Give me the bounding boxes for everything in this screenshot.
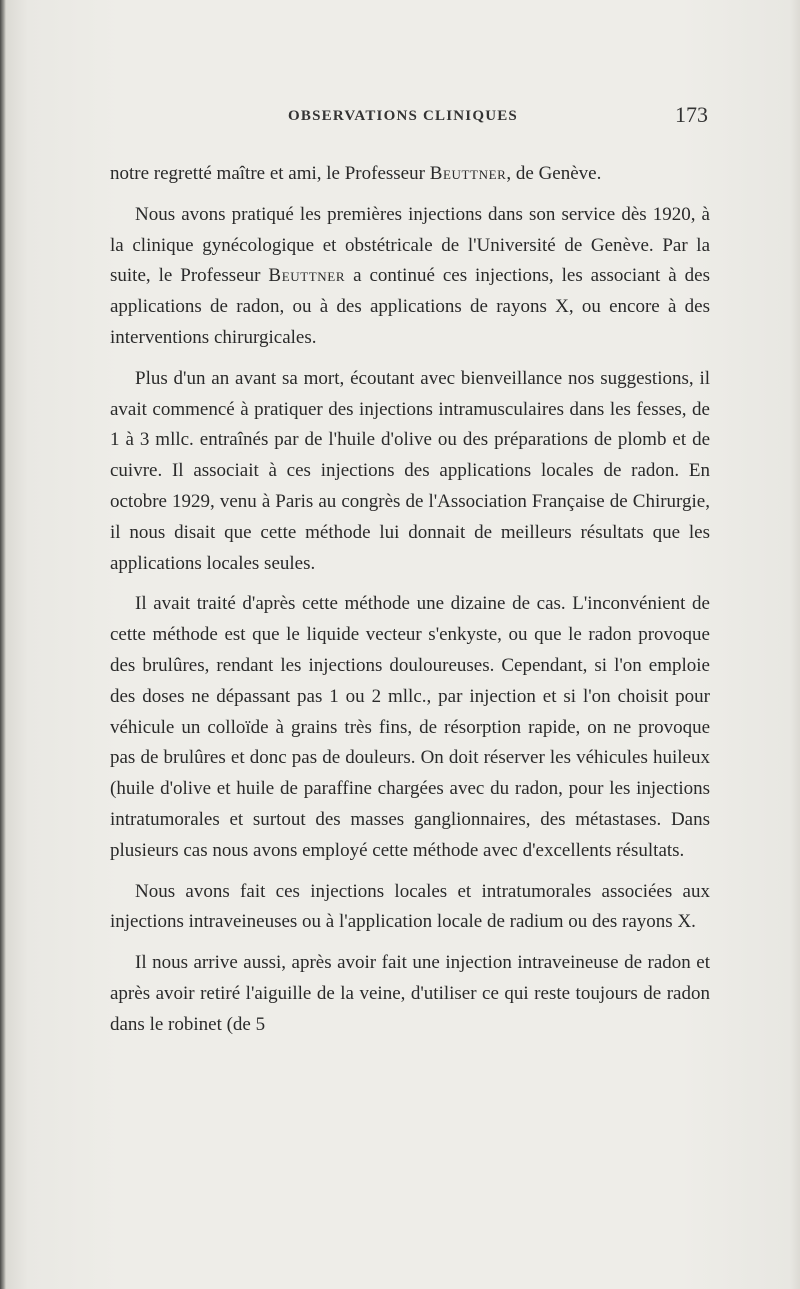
page-number: 173: [675, 102, 708, 127]
author-name: Beuttner: [429, 163, 507, 184]
body-text: [110, 159, 710, 1041]
paragraph-5: Nous avons fait ces injections locales et intratumorales associées aux injections intraveineuses ou à l'application locale de radium ou des rayons X.: [110, 880, 710, 933]
running-head: [280, 102, 710, 132]
running-head-title: OBSERVATIONS CLINIQUES: [288, 108, 518, 124]
paragraph-4: Il avait traité d'après cette méthode une dizaine de cas. L'inconvénient de cette méthode est que le liquide vecteur s'enkyste, ou que le radon provoque des brulûres, rendant les injections douloureuses. Cependant, si l'on emploie des doses ne dépassant pas 1 ou 2 mllc., par injection et si l'on choisit pour véhicule un colloïde à grains très fins, de résorption rapide, on ne provoque pas de brulûres et donc pas de douleurs. On doit réserver les véhicules huileux (huile d'olive et huile de paraffine chargées avec du radon, pour les injections intratumorales et surtout des masses ganglionnaires, des métastases. Dans plusieurs cas nous avons employé cette méthode avec d'excellents résultats.: [110, 593, 710, 861]
paragraph-3: Plus d'un an avant sa mort, écoutant avec bienveillance nos suggestions, il avait commencé à pratiquer des injections intramusculaires dans les fesses, de 1 à 3 mllc. entraînés par de l'huile d'olive ou des préparations de plomb et de cuivre. Il associait à ces injections des applications locales de radon. En octobre 1929, venu à Paris au congrès de l'Association Française de Chirurgie, il nous disait que cette méthode lui donnait de meilleurs résultats que les applications locales seules.: [110, 367, 710, 574]
paragraph-1: notre regretté maître et ami, le Professeur Beuttner, de Genève.: [110, 163, 602, 184]
author-name: Beuttner: [268, 265, 346, 287]
paragraph-2: Nous avons pratiqué les premières injections dans son service dès 1920, à la clinique gynécologique et obstétricale de l'Université de Genève. Par la suite, le Professeur Beuttner a continué ces injections, les associant à des applications de radon, ou à des applications de rayons X, ou encore à des interventions chirurgicales.: [110, 203, 710, 348]
paragraph-6: Il nous arrive aussi, après avoir fait une injection intraveineuse de radon et après avoir retiré l'aiguille de la veine, d'utiliser ce qui reste toujours de radon dans le robinet (de 5: [110, 952, 710, 1035]
